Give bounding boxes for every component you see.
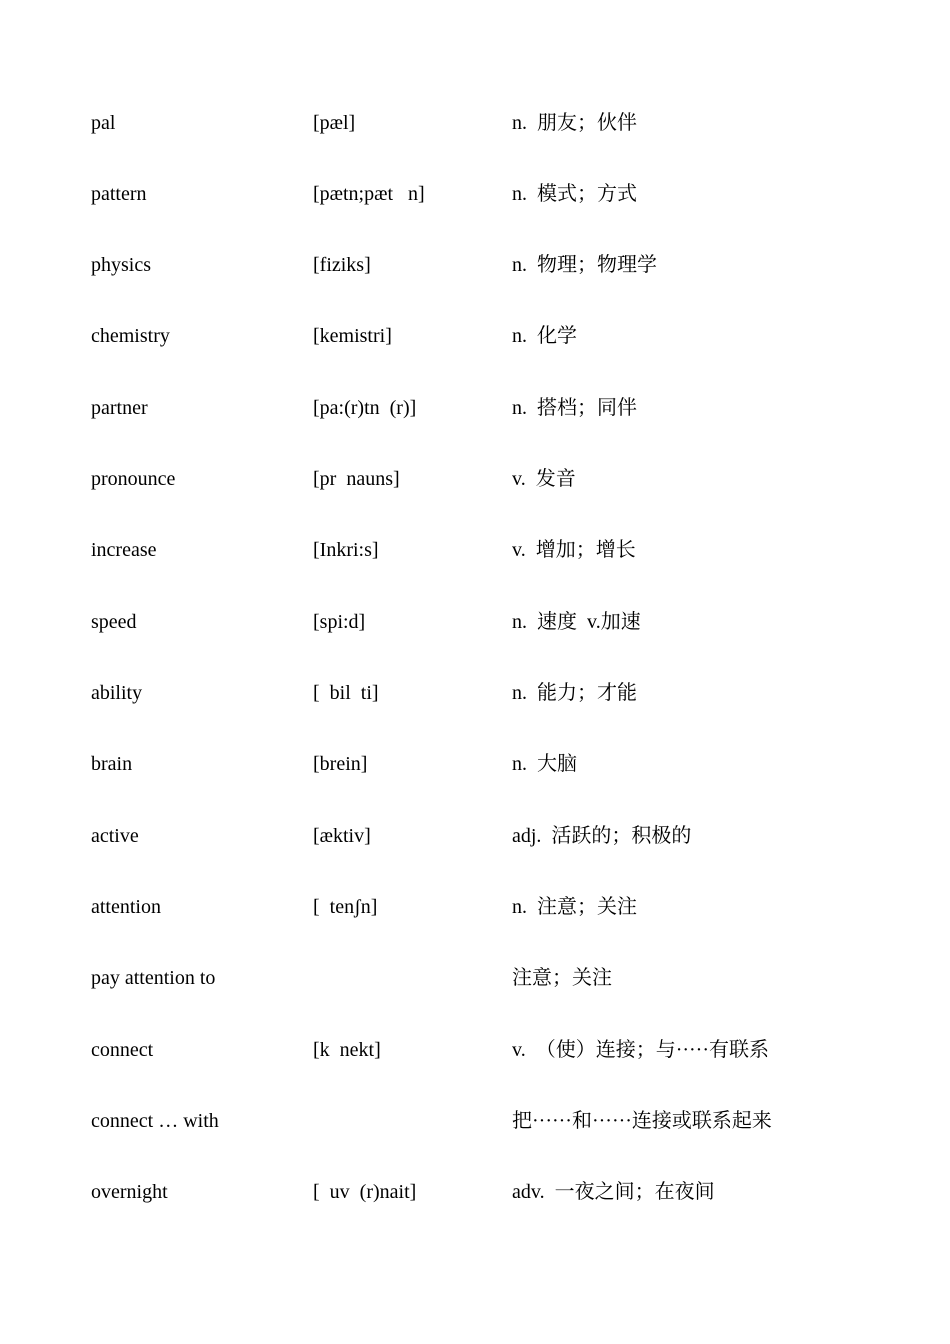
vocab-meaning: n. 化学	[512, 325, 577, 347]
vocab-meaning: n. 速度 v.加速	[512, 611, 641, 633]
vocab-word: overnight	[91, 1181, 168, 1203]
vocab-word: attention	[91, 896, 161, 918]
vocab-row	[0, 1101, 950, 1141]
vocab-phonetic: [pætn;pæt n]	[313, 183, 425, 205]
vocab-phonetic: [fiziks]	[313, 254, 371, 276]
vocab-word: chemistry	[91, 325, 170, 347]
vocab-meaning: n. 物理；物理学	[512, 254, 657, 276]
vocab-meaning: n. 搭档；同伴	[512, 397, 637, 419]
vocab-row	[0, 958, 950, 998]
vocab-word: increase	[91, 539, 157, 561]
vocab-word: pronounce	[91, 468, 176, 490]
vocab-phonetic: [spi:d]	[313, 611, 366, 633]
vocab-meaning: n. 注意；关注	[512, 896, 637, 918]
vocab-row	[0, 744, 950, 784]
vocab-word: brain	[91, 753, 133, 775]
vocab-meaning: v. （使）连接；与·····有联系	[512, 1039, 770, 1061]
vocab-phonetic: [brein]	[313, 753, 368, 775]
vocab-phonetic: [ bil ti]	[313, 682, 379, 704]
vocab-phonetic: [ uv (r)nait]	[313, 1181, 417, 1203]
vocab-row	[0, 887, 950, 927]
vocab-word: pattern	[91, 183, 147, 205]
vocab-word: connect … with	[91, 1110, 219, 1132]
vocab-row	[0, 103, 950, 143]
vocab-row	[0, 174, 950, 214]
vocab-row	[0, 388, 950, 428]
vocab-row	[0, 459, 950, 499]
vocab-row	[0, 316, 950, 356]
vocab-meaning: n. 大脑	[512, 753, 577, 775]
vocab-meaning: 把······和······连接或联系起来	[512, 1110, 772, 1132]
vocab-phonetic: [pa:(r)tn (r)]	[313, 397, 417, 419]
vocab-word: speed	[91, 611, 137, 633]
vocab-row	[0, 1172, 950, 1212]
vocab-row	[0, 1030, 950, 1070]
vocab-meaning: n. 朋友；伙伴	[512, 112, 637, 134]
vocab-word: connect	[91, 1039, 154, 1061]
vocab-meaning: v. 发音	[512, 468, 576, 490]
vocab-meaning: n. 能力；才能	[512, 682, 637, 704]
vocab-word: physics	[91, 254, 151, 276]
vocab-word: pay attention to	[91, 967, 216, 989]
vocab-phonetic: [pr nauns]	[313, 468, 400, 490]
vocab-phonetic: [ tenʃn]	[313, 896, 378, 918]
vocab-phonetic: [æktiv]	[313, 825, 371, 847]
vocab-row	[0, 816, 950, 856]
vocab-word: ability	[91, 682, 143, 704]
vocab-word: pal	[91, 112, 116, 134]
vocab-meaning: adv. 一夜之间；在夜间	[512, 1181, 715, 1203]
vocab-phonetic: [Inkri:s]	[313, 539, 379, 561]
vocab-row	[0, 602, 950, 642]
vocab-meaning: 注意；关注	[512, 967, 612, 989]
vocab-word: partner	[91, 397, 148, 419]
vocab-meaning: n. 模式；方式	[512, 183, 637, 205]
vocab-meaning: adj. 活跃的；积极的	[512, 825, 692, 847]
vocab-row	[0, 530, 950, 570]
vocab-phonetic: [k nekt]	[313, 1039, 381, 1061]
vocab-row	[0, 245, 950, 285]
vocab-phonetic: [kemistri]	[313, 325, 392, 347]
vocab-phonetic: [pæl]	[313, 112, 356, 134]
vocab-word: active	[91, 825, 139, 847]
vocab-row	[0, 673, 950, 713]
vocab-meaning: v. 增加；增长	[512, 539, 636, 561]
